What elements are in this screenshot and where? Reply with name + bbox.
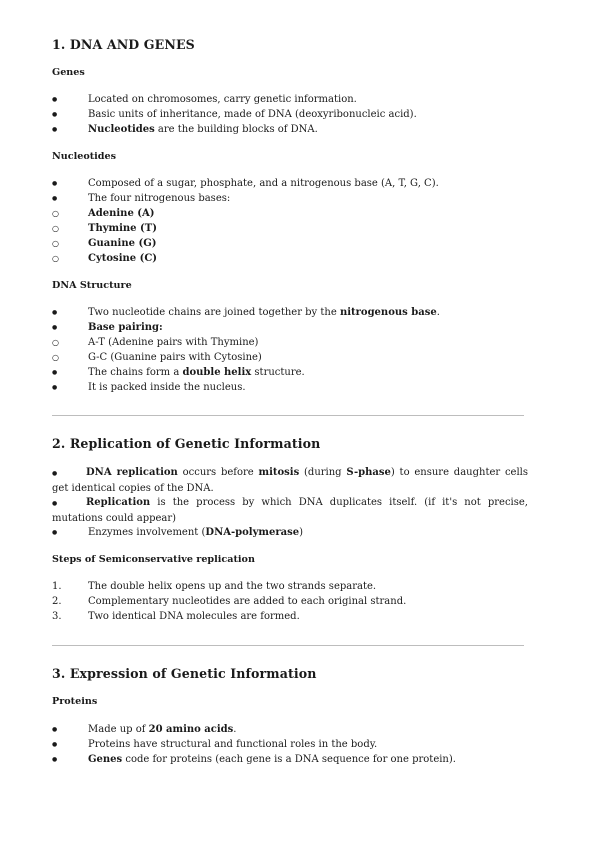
bullet-marker: ● <box>52 756 58 763</box>
list-text: G-C (Guanine pairs with Cytosine) <box>88 352 262 363</box>
list-text <box>88 722 236 737</box>
text-run: Enzymes involvement ( <box>88 527 206 538</box>
bullet-marker: ● <box>52 195 58 202</box>
heading-nucleotides: Nucleotides <box>52 151 117 162</box>
list-text <box>88 752 456 767</box>
list-item <box>52 305 526 320</box>
paragraph-replication-def <box>52 495 528 526</box>
sub-bullet-marker: ○ <box>52 239 59 248</box>
list-text: It is packed inside the nucleus. <box>88 382 246 393</box>
text-run: Two nucleotide chains are joined together by the <box>88 307 340 318</box>
list-item <box>52 579 526 594</box>
text-run: structure. <box>251 367 305 378</box>
list-item <box>52 206 526 221</box>
bold-term: 20 amino acids <box>148 724 234 735</box>
heading-dna-structure: DNA Structure <box>52 280 132 291</box>
step-number: 3. <box>52 611 62 622</box>
list-text: Adenine (A) <box>88 208 155 219</box>
list-item <box>52 350 526 365</box>
section-divider <box>52 415 524 416</box>
heading-genes: Genes <box>52 67 85 78</box>
list-text: Cytosine (C) <box>88 253 158 264</box>
heading-steps: Steps of Semiconservative replication <box>52 554 255 565</box>
bold-term: DNA replication <box>86 467 178 478</box>
list-item <box>52 176 526 191</box>
list-text <box>88 365 305 380</box>
list-item <box>52 722 526 737</box>
bold-term: mitosis <box>258 467 300 478</box>
bullet-marker: ● <box>52 384 58 391</box>
text-run: Made up of <box>88 724 149 735</box>
text-run: The chains form a <box>88 367 183 378</box>
bullet-marker: ● <box>52 470 58 477</box>
list-text: Located on chromosomes, carry genetic information. <box>88 94 357 105</box>
bullet-marker: ● <box>52 309 58 316</box>
bullet-marker: ● <box>52 500 58 507</box>
text-run: ) <box>299 527 303 538</box>
bold-term: DNA-polymerase <box>205 527 300 538</box>
text-run: are the building blocks of DNA. <box>154 124 318 135</box>
sub-bullet-marker: ○ <box>52 338 59 347</box>
text-run: is the process by which DNA duplicates itself. (if it's not precise, mutations could appear) <box>52 497 528 524</box>
list-text: Two identical DNA molecules are formed. <box>88 611 300 622</box>
bold-term: Genes <box>88 754 123 765</box>
section-divider <box>52 645 524 646</box>
bold-term: double helix <box>182 367 252 378</box>
bullet-marker: ● <box>52 96 58 103</box>
list-item <box>52 320 526 335</box>
list-text <box>88 305 440 320</box>
bullet-marker: ● <box>52 726 58 733</box>
list-item <box>52 380 526 395</box>
text-run: (during <box>299 467 347 478</box>
list-text: Composed of a sugar, phosphate, and a nitrogenous base (A, T, G, C). <box>88 178 439 189</box>
text-run: code for proteins (each gene is a DNA sequence for one protein). <box>122 754 456 765</box>
list-text: The four nitrogenous bases: <box>88 193 231 204</box>
section-title-dna-genes: 1. DNA AND GENES <box>52 37 195 52</box>
sub-bullet-marker: ○ <box>52 353 59 362</box>
list-item <box>52 92 526 107</box>
list-text: A-T (Adenine pairs with Thymine) <box>88 337 259 348</box>
list-text: The double helix opens up and the two strands separate. <box>88 581 377 592</box>
bold-term: nitrogenous base <box>339 307 437 318</box>
bold-term: S-phase <box>346 467 391 478</box>
list-text: Proteins have structural and functional roles in the body. <box>88 739 378 750</box>
list-item <box>52 594 526 609</box>
list-item <box>52 251 526 266</box>
bullet-marker: ● <box>52 126 58 133</box>
list-text: Base pairing: <box>88 322 163 333</box>
list-item <box>52 236 526 251</box>
list-text: Guanine (G) <box>88 238 157 249</box>
bullet-marker: ● <box>52 529 58 536</box>
text-run: occurs before <box>177 467 259 478</box>
bullet-marker: ● <box>52 324 58 331</box>
bold-term: Nucleotides <box>88 124 155 135</box>
section-title-expression: 3. Expression of Genetic Information <box>52 666 317 681</box>
list-item <box>52 752 526 767</box>
heading-proteins: Proteins <box>52 696 98 707</box>
list-text: Complementary nucleotides are added to each original strand. <box>88 596 407 607</box>
list-item <box>52 122 526 137</box>
list-item <box>52 525 526 540</box>
sub-bullet-marker: ○ <box>52 254 59 263</box>
list-item <box>52 221 526 236</box>
list-item <box>52 609 526 624</box>
text-run: ) to ensure daughter cells get identical copies of the DNA. <box>52 467 528 494</box>
sub-bullet-marker: ○ <box>52 224 59 233</box>
bullet-marker: ● <box>52 111 58 118</box>
text-run: . <box>233 724 237 735</box>
bold-term: Replication <box>86 497 151 508</box>
bullet-marker: ● <box>52 741 58 748</box>
bullet-marker: ● <box>52 369 58 376</box>
list-item <box>52 191 526 206</box>
text-run: . <box>436 307 440 318</box>
list-item <box>52 365 526 380</box>
list-item <box>52 335 526 350</box>
list-item <box>52 107 526 122</box>
step-number: 2. <box>52 596 62 607</box>
bullet-marker: ● <box>52 180 58 187</box>
list-text <box>88 122 318 137</box>
section-title-replication: 2. Replication of Genetic Information <box>52 436 321 451</box>
paragraph-dna-replication <box>52 465 528 496</box>
step-number: 1. <box>52 581 62 592</box>
list-text: Thymine (T) <box>88 223 157 234</box>
list-text: Basic units of inheritance, made of DNA (deoxyribonucleic acid). <box>88 109 417 120</box>
list-item <box>52 737 526 752</box>
sub-bullet-marker: ○ <box>52 209 59 218</box>
list-text <box>88 525 303 540</box>
